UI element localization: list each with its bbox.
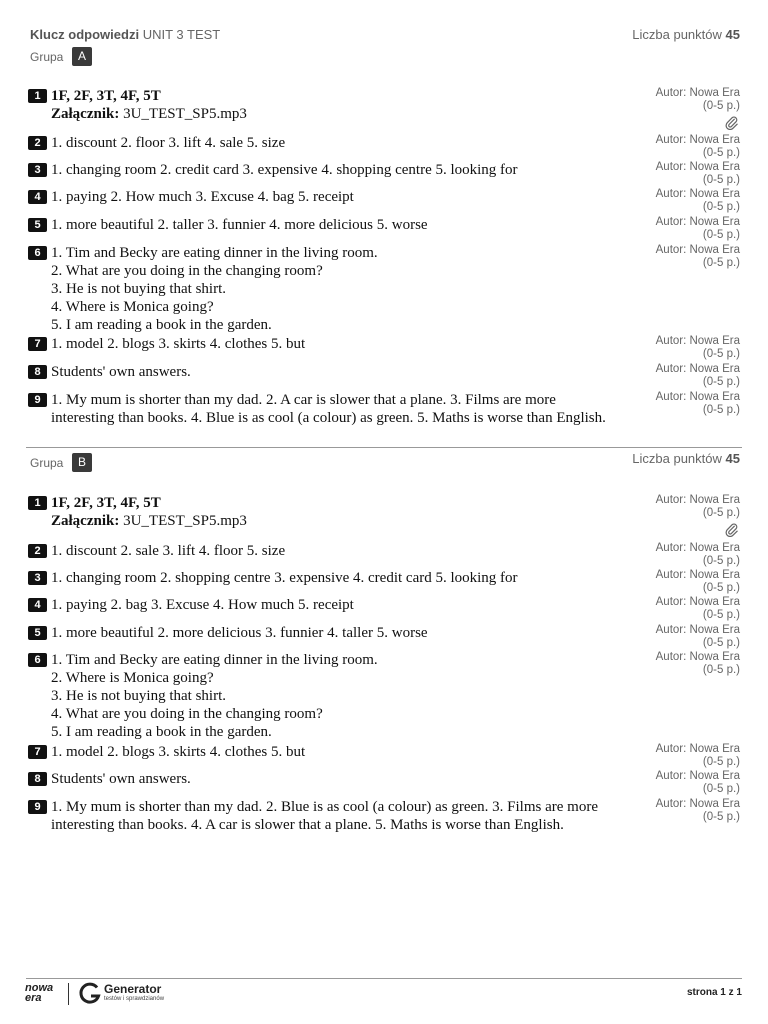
author-label: Autor: Nowa Era bbox=[655, 87, 740, 99]
total-points bbox=[632, 27, 740, 42]
answer-text bbox=[51, 743, 611, 761]
points-label: (0-5 p.) bbox=[702, 348, 740, 360]
attachment-label: Załącznik: bbox=[51, 513, 120, 529]
answer-line: 2. Where is Monica going? bbox=[51, 670, 214, 686]
answer-meta bbox=[656, 596, 740, 622]
footer-divider bbox=[26, 978, 742, 979]
question-number: 8 bbox=[28, 365, 47, 379]
answer-meta bbox=[656, 569, 740, 595]
question-number: 2 bbox=[28, 136, 47, 150]
question-number: 9 bbox=[28, 393, 47, 407]
author-label: Autor: Nowa Era bbox=[655, 216, 740, 228]
answer-line: 1F, 2F, 3T, 4F, 5T bbox=[51, 88, 161, 104]
question-number: 1 bbox=[28, 89, 47, 103]
author-label: Autor: Nowa Era bbox=[655, 161, 740, 173]
answer-text bbox=[51, 363, 611, 381]
question-number: 4 bbox=[28, 190, 47, 204]
question-number: 9 bbox=[28, 800, 47, 814]
answer-line: 1. changing room 2. credit card 3. expensive 4. shopping centre 5. looking for bbox=[51, 162, 518, 178]
question-number: 2 bbox=[28, 544, 47, 558]
answer-text bbox=[51, 494, 611, 530]
points-label: (0-5 p.) bbox=[702, 637, 740, 649]
answer-text bbox=[51, 188, 611, 206]
answer-line: 2. What are you doing in the changing room? bbox=[51, 263, 323, 279]
answer-line: 1. more beautiful 2. more delicious 3. funnier 4. taller 5. worse bbox=[51, 625, 428, 641]
points-label: (0-5 p.) bbox=[702, 100, 740, 112]
paperclip-icon[interactable] bbox=[656, 522, 739, 538]
answer-line: 1. discount 2. floor 3. lift 4. sale 5. size bbox=[51, 135, 286, 151]
answer-line: 1. model 2. blogs 3. skirts 4. clothes 5. but bbox=[51, 744, 306, 760]
answer-line: 5. I am reading a book in the garden. bbox=[51, 317, 272, 333]
answer-text bbox=[51, 798, 611, 834]
answer-paragraph: 1. My mum is shorter than my dad. 2. Blue is as cool (a colour) as green. 3. Films are more interesting than books. 4. A car is slower that a plane. 5. Maths is worse than English. bbox=[51, 799, 598, 833]
answer-meta bbox=[656, 87, 740, 131]
answer-line: 4. What are you doing in the changing room? bbox=[51, 706, 323, 722]
answer-meta bbox=[656, 770, 740, 796]
answer-line: 3. He is not buying that shirt. bbox=[51, 281, 226, 297]
answer-meta bbox=[656, 363, 740, 389]
document-title: UNIT 3 TEST bbox=[142, 27, 221, 42]
author-label: Autor: Nowa Era bbox=[655, 743, 740, 755]
answer-line: 1. Tim and Becky are eating dinner in the living room. bbox=[51, 245, 378, 261]
answer-meta bbox=[656, 494, 740, 538]
answer-meta bbox=[656, 391, 740, 417]
points-label: (0-5 p.) bbox=[702, 756, 740, 768]
question-number: 7 bbox=[28, 337, 47, 351]
question-number: 8 bbox=[28, 772, 47, 786]
author-label: Autor: Nowa Era bbox=[655, 391, 740, 403]
group-a-header bbox=[30, 47, 740, 67]
page-number: strona 1 z 1 bbox=[686, 987, 742, 998]
group-points bbox=[632, 451, 740, 466]
points-label: (0-5 p.) bbox=[702, 257, 740, 269]
question-number: 6 bbox=[28, 653, 47, 667]
author-label: Autor: Nowa Era bbox=[655, 542, 740, 554]
points-label: (0-5 p.) bbox=[702, 147, 740, 159]
author-label: Autor: Nowa Era bbox=[655, 244, 740, 256]
answer-text bbox=[51, 161, 611, 179]
points-label: (0-5 p.) bbox=[702, 582, 740, 594]
answer-meta bbox=[656, 743, 740, 769]
answer-meta bbox=[656, 542, 740, 568]
answer-line: 1. model 2. blogs 3. skirts 4. clothes 5. but bbox=[51, 336, 306, 352]
author-label: Autor: Nowa Era bbox=[655, 569, 740, 581]
group-badge: A bbox=[72, 47, 92, 66]
answer-line: 3. He is not buying that shirt. bbox=[51, 688, 226, 704]
points-label: (0-5 p.) bbox=[702, 229, 740, 241]
author-label: Autor: Nowa Era bbox=[655, 596, 740, 608]
points-label: (0-5 p.) bbox=[702, 174, 740, 186]
question-number: 4 bbox=[28, 598, 47, 612]
group-points-label: Liczba punktów bbox=[632, 451, 722, 466]
document-header bbox=[30, 27, 740, 43]
answer-text bbox=[51, 596, 611, 614]
question-number: 5 bbox=[28, 218, 47, 232]
author-label: Autor: Nowa Era bbox=[655, 494, 740, 506]
answer-text bbox=[51, 624, 611, 642]
logo-text: nowa bbox=[25, 982, 54, 994]
points-label: (0-5 p.) bbox=[702, 507, 740, 519]
answer-text bbox=[51, 87, 611, 123]
answer-line: 1. paying 2. How much 3. Excuse 4. bag 5. receipt bbox=[51, 189, 354, 205]
answer-line: Students' own answers. bbox=[51, 364, 191, 380]
author-label: Autor: Nowa Era bbox=[655, 770, 740, 782]
answer-meta bbox=[656, 188, 740, 214]
question-number: 3 bbox=[28, 571, 47, 585]
points-label: (0-5 p.) bbox=[702, 783, 740, 795]
group-label: Grupa bbox=[30, 456, 64, 470]
answer-meta bbox=[656, 335, 740, 361]
points-label: (0-5 p.) bbox=[702, 201, 740, 213]
answer-text bbox=[51, 216, 611, 234]
answer-line: 1F, 2F, 3T, 4F, 5T bbox=[51, 495, 161, 511]
group-b-header bbox=[30, 453, 740, 473]
answer-paragraph: 1. My mum is shorter than my dad. 2. A car is slower that a plane. 3. Films are more interesting than books. 4. Blue is as cool (a colour) as green. 5. Maths is worse than English. bbox=[51, 392, 606, 426]
author-label: Autor: Nowa Era bbox=[655, 188, 740, 200]
answer-text bbox=[51, 569, 611, 587]
answer-text bbox=[51, 335, 611, 353]
author-label: Autor: Nowa Era bbox=[655, 798, 740, 810]
answer-text bbox=[51, 244, 611, 334]
answer-line: 1. discount 2. sale 3. lift 4. floor 5. size bbox=[51, 543, 286, 559]
attachment-link[interactable]: 3U_TEST_SP5.mp3 bbox=[123, 513, 247, 529]
answer-text bbox=[51, 542, 611, 560]
points-label: (0-5 p.) bbox=[702, 811, 740, 823]
generator-logo-icon bbox=[78, 981, 102, 1005]
answer-meta bbox=[656, 244, 740, 270]
question-number: 1 bbox=[28, 496, 47, 510]
answer-meta bbox=[656, 134, 740, 160]
paperclip-icon[interactable] bbox=[656, 115, 739, 131]
logo-text: era bbox=[25, 992, 42, 1004]
points-label: (0-5 p.) bbox=[702, 609, 740, 621]
answer-line: 1. more beautiful 2. taller 3. funnier 4. more delicious 5. worse bbox=[51, 217, 428, 233]
document-title-bold: Klucz odpowiedzi bbox=[30, 27, 140, 42]
question-number: 5 bbox=[28, 626, 47, 640]
answer-line: 1. paying 2. bag 3. Excuse 4. How much 5. receipt bbox=[51, 597, 354, 613]
points-label: (0-5 p.) bbox=[702, 376, 740, 388]
group-divider bbox=[26, 447, 742, 448]
attachment-link[interactable]: 3U_TEST_SP5.mp3 bbox=[123, 106, 247, 122]
generator-subtitle: testów i sprawdzianów bbox=[104, 996, 165, 1002]
answer-line: 4. Where is Monica going? bbox=[51, 299, 214, 315]
attachment-line bbox=[51, 512, 611, 530]
answer-text bbox=[51, 134, 611, 152]
nowa-era-logo bbox=[25, 983, 61, 1005]
group-badge: B bbox=[72, 453, 92, 472]
total-points-label: Liczba punktów bbox=[632, 27, 722, 42]
attachment-line bbox=[51, 105, 611, 123]
answer-meta bbox=[656, 216, 740, 242]
question-number: 7 bbox=[28, 745, 47, 759]
group-points-value: 45 bbox=[725, 451, 740, 466]
answer-line: 1. Tim and Becky are eating dinner in the living room. bbox=[51, 652, 378, 668]
author-label: Autor: Nowa Era bbox=[655, 624, 740, 636]
question-number: 6 bbox=[28, 246, 47, 260]
attachment-label: Załącznik: bbox=[51, 106, 120, 122]
group-label: Grupa bbox=[30, 50, 64, 64]
total-points-value: 45 bbox=[725, 27, 740, 42]
question-number: 3 bbox=[28, 163, 47, 177]
answer-meta bbox=[656, 161, 740, 187]
logo-separator bbox=[68, 983, 69, 1005]
generator-title: Generator bbox=[104, 982, 162, 996]
answer-meta bbox=[656, 651, 740, 677]
answer-text bbox=[51, 391, 611, 427]
answer-line: Students' own answers. bbox=[51, 771, 191, 787]
points-label: (0-5 p.) bbox=[702, 664, 740, 676]
answer-text bbox=[51, 770, 611, 788]
answer-line: 1. changing room 2. shopping centre 3. expensive 4. credit card 5. looking for bbox=[51, 570, 518, 586]
answer-text bbox=[51, 651, 611, 741]
points-label: (0-5 p.) bbox=[702, 555, 740, 567]
author-label: Autor: Nowa Era bbox=[655, 335, 740, 347]
author-label: Autor: Nowa Era bbox=[655, 134, 740, 146]
author-label: Autor: Nowa Era bbox=[655, 651, 740, 663]
author-label: Autor: Nowa Era bbox=[655, 363, 740, 375]
answer-meta bbox=[656, 798, 740, 824]
answer-meta bbox=[656, 624, 740, 650]
points-label: (0-5 p.) bbox=[702, 404, 740, 416]
answer-line: 5. I am reading a book in the garden. bbox=[51, 724, 272, 740]
